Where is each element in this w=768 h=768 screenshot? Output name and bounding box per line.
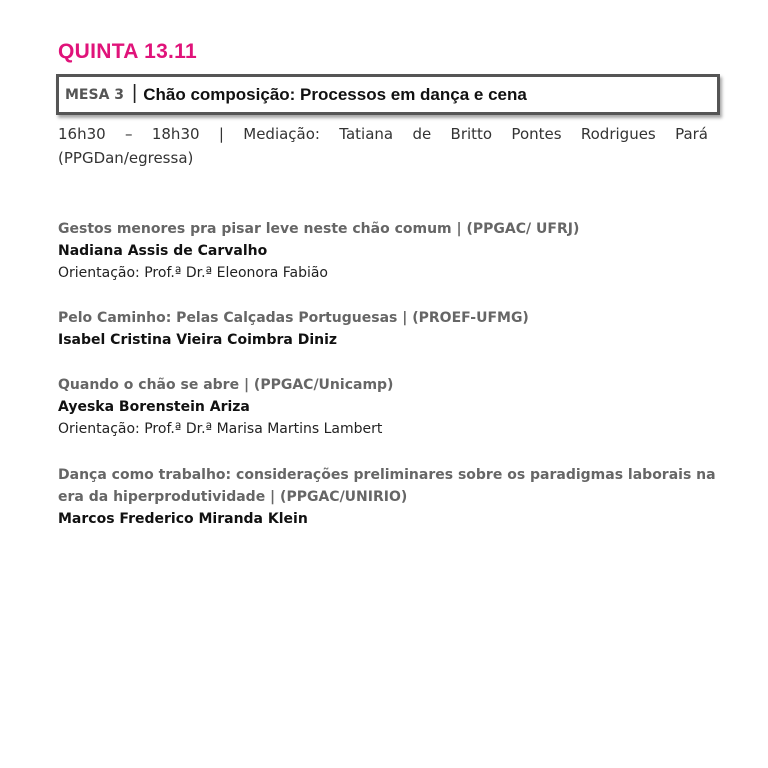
talk-item-4 <box>58 464 716 530</box>
talk-title: Quando o chão se abre | (PPGAC/Unicamp) <box>58 377 394 393</box>
session-header-box <box>56 74 720 115</box>
talk-title: Gestos menores pra pisar leve neste chão comum | (PPGAC/ UFRJ) <box>58 221 580 237</box>
schedule-time-moderator: 16h30 – 18h30 | Mediação: Tatiana de Britto Pontes Rodrigues Pará <box>58 125 708 143</box>
talk-item-1 <box>58 218 710 284</box>
talk-author: Nadiana Assis de Carvalho <box>58 243 268 259</box>
talk-item-2 <box>58 307 710 351</box>
day-heading: QUINTA 13.11 <box>58 40 197 63</box>
schedule-moderator-affiliation: (PPGDan/egressa) <box>58 149 194 167</box>
talk-advisor: Orientação: Prof.ª Dr.ª Marisa Martins Lambert <box>58 421 383 437</box>
talk-title-line-2: era da hiperprodutividade | (PPGAC/UNIRIO) <box>58 489 408 505</box>
talk-author: Marcos Frederico Miranda Klein <box>58 511 308 527</box>
talk-title-line-1: Dança como trabalho: considerações preliminares sobre os paradigmas laborais na <box>58 467 716 483</box>
talk-author: Ayeska Borenstein Ariza <box>58 399 250 415</box>
talk-author: Isabel Cristina Vieira Coimbra Diniz <box>58 332 338 348</box>
talk-item-3 <box>58 374 710 440</box>
session-separator: | <box>132 82 138 104</box>
session-label: MESA 3 <box>65 86 125 103</box>
session-schedule <box>58 122 708 170</box>
talk-title: Pelo Caminho: Pelas Calçadas Portuguesas | (PROEF-UFMG) <box>58 310 529 326</box>
session-title: Chão composição: Processos em dança e cena <box>143 84 527 104</box>
talk-advisor: Orientação: Prof.ª Dr.ª Eleonora Fabião <box>58 265 328 281</box>
